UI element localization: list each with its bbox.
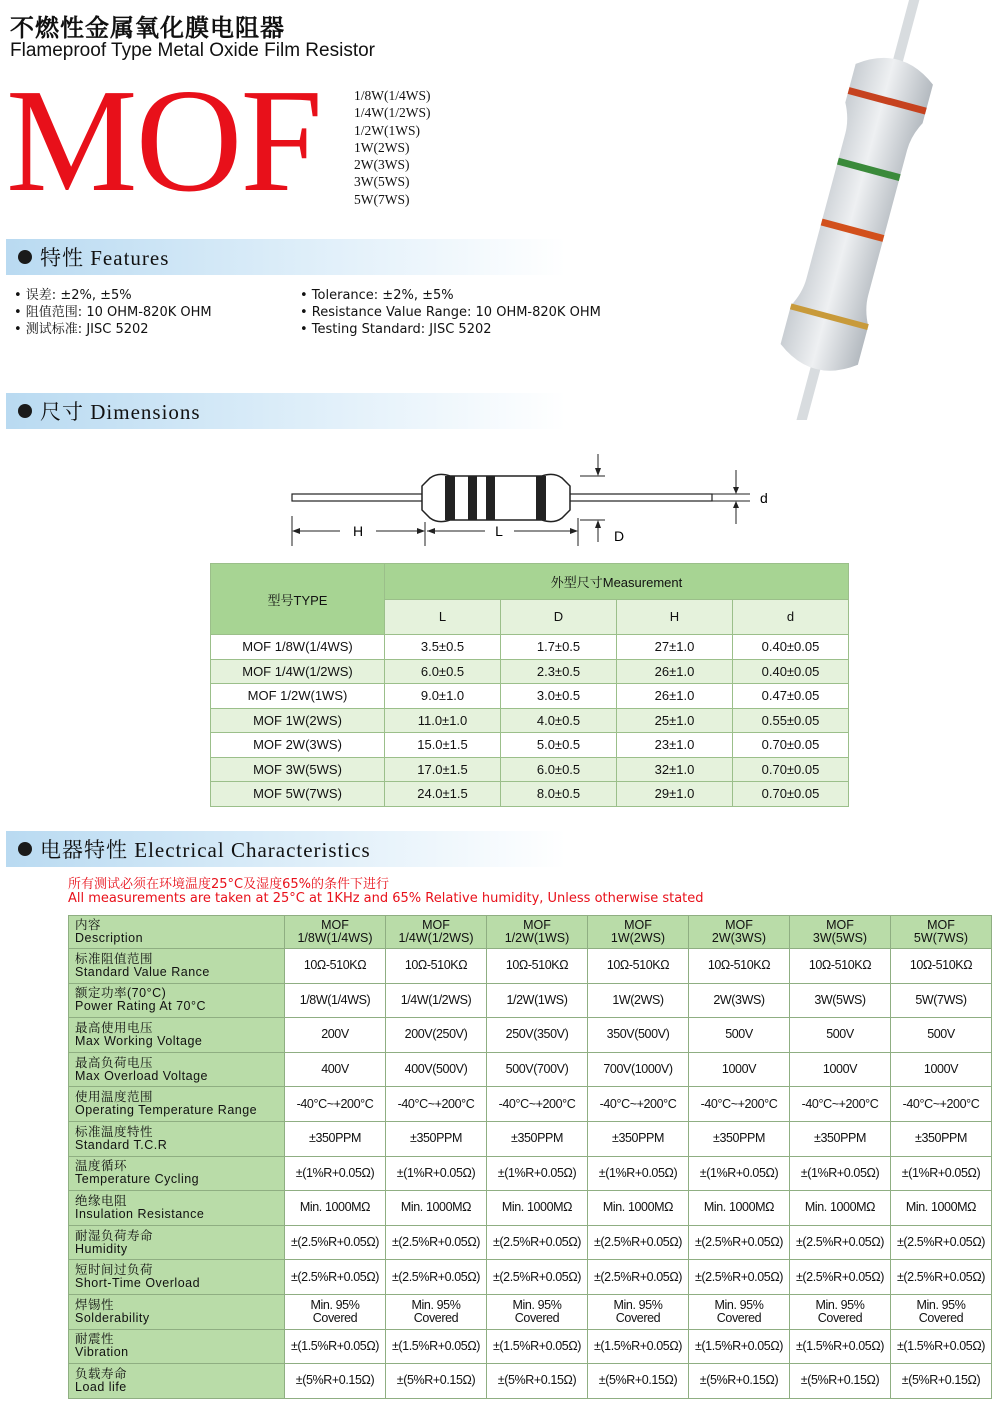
table-cell: ±(2.5%R+0.05Ω) bbox=[588, 1225, 689, 1260]
table-cell: ±(2.5%R+0.05Ω) bbox=[891, 1225, 992, 1260]
model-item: 3W(5WS) bbox=[354, 174, 410, 190]
dim-label-l: L bbox=[495, 523, 503, 539]
description-en: Short-Time Overload bbox=[75, 1276, 201, 1291]
table-cell: ±350PPM bbox=[386, 1121, 487, 1156]
table-cell: 400V bbox=[285, 1052, 386, 1087]
table-cell: ±(2.5%R+0.05Ω) bbox=[790, 1225, 891, 1260]
table-cell: 23±1.0 bbox=[617, 733, 733, 758]
description-cn: 耐震性 bbox=[75, 1332, 115, 1347]
table-cell: ±(1%R+0.05Ω) bbox=[689, 1156, 790, 1191]
table-cell: ±(2.5%R+0.05Ω) bbox=[487, 1225, 588, 1260]
table-cell: 15.0±1.5 bbox=[385, 733, 501, 758]
table-cell: 6.0±0.5 bbox=[501, 757, 617, 782]
description-cn: 标准阻值范围 bbox=[75, 951, 154, 966]
table-cell: 5.0±0.5 bbox=[501, 733, 617, 758]
header-line: MOF bbox=[422, 918, 450, 932]
table-row bbox=[211, 733, 849, 758]
table-cell: ±(5%R+0.15Ω) bbox=[487, 1364, 588, 1399]
table-cell: ±(5%R+0.15Ω) bbox=[386, 1364, 487, 1399]
table-row bbox=[69, 1121, 992, 1156]
table-cell: -40°C~+200°C bbox=[386, 1087, 487, 1122]
table-header-row bbox=[69, 916, 992, 949]
cell-line: Covered bbox=[716, 1310, 762, 1325]
row-description bbox=[69, 1225, 285, 1260]
table-cell: 350V(500V) bbox=[588, 1018, 689, 1053]
table-cell: 700V(1000V) bbox=[588, 1052, 689, 1087]
table-cell: ±(2.5%R+0.05Ω) bbox=[790, 1260, 891, 1295]
table-cell: Min. 1000MΩ bbox=[689, 1191, 790, 1226]
header-line: Description bbox=[75, 931, 144, 945]
table-cell: 10Ω-510KΩ bbox=[487, 949, 588, 984]
row-description bbox=[69, 1260, 285, 1295]
table-cell: ±(1%R+0.05Ω) bbox=[386, 1156, 487, 1191]
header-line: 1/8W(1/4WS) bbox=[297, 931, 373, 945]
table-cell: ±350PPM bbox=[891, 1121, 992, 1156]
table-cell: ±(2.5%R+0.05Ω) bbox=[588, 1260, 689, 1295]
model-column-header bbox=[790, 916, 891, 949]
table-cell: -40°C~+200°C bbox=[891, 1087, 992, 1122]
table-cell: 0.70±0.05 bbox=[733, 757, 849, 782]
cell-line: Covered bbox=[312, 1310, 358, 1325]
features-section-bar bbox=[6, 239, 566, 275]
cell-line: Covered bbox=[615, 1310, 661, 1325]
header-line: 2W(3WS) bbox=[711, 931, 767, 945]
table-cell: ±350PPM bbox=[487, 1121, 588, 1156]
description-en: Operating Temperature Range bbox=[75, 1103, 258, 1118]
cell-line: Covered bbox=[918, 1310, 964, 1325]
table-cell: 500V bbox=[790, 1018, 891, 1053]
table-cell: Min. 1000MΩ bbox=[588, 1191, 689, 1226]
description-en: Max Overload Voltage bbox=[75, 1068, 208, 1083]
note-english: All measurements are taken at 25°C at 1KHz and 65% Relative humidity, Unless otherwise stated bbox=[68, 891, 704, 906]
header-line: MOF bbox=[624, 918, 652, 932]
feature-item: • 测试标准: JISC 5202 bbox=[14, 322, 149, 337]
description-cn: 最高负荷电压 bbox=[75, 1055, 154, 1070]
model-column-header bbox=[386, 916, 487, 949]
table-cell: MOF 1/4W(1/2WS) bbox=[211, 659, 385, 684]
model-column-header bbox=[285, 916, 386, 949]
description-en: Max Working Voltage bbox=[75, 1033, 203, 1048]
table-cell: 200V bbox=[285, 1018, 386, 1053]
table-cell: ±(2.5%R+0.05Ω) bbox=[891, 1260, 992, 1295]
table-cell: 26±1.0 bbox=[617, 684, 733, 709]
electrical-heading: 电器特性 Electrical Characteristics bbox=[40, 838, 371, 862]
row-description bbox=[69, 949, 285, 984]
model-item: 2W(3WS) bbox=[354, 157, 410, 173]
table-cell: 10Ω-510KΩ bbox=[790, 949, 891, 984]
table-cell: ±(1.5%R+0.05Ω) bbox=[386, 1329, 487, 1364]
features-heading: 特性 Features bbox=[40, 246, 170, 270]
title-chinese: 不燃性金属氧化膜电阻器 bbox=[10, 14, 285, 42]
row-description bbox=[69, 1364, 285, 1399]
table-row bbox=[211, 757, 849, 782]
description-en: Load life bbox=[75, 1379, 127, 1394]
cell-line: Min. 95% bbox=[411, 1297, 461, 1312]
table-cell: ±(2.5%R+0.05Ω) bbox=[386, 1260, 487, 1295]
table-cell: MOF 5W(7WS) bbox=[211, 782, 385, 807]
title-english: Flameproof Type Metal Oxide Film Resistor bbox=[10, 40, 375, 61]
model-item: 1/8W(1/4WS) bbox=[354, 88, 431, 103]
description-cn: 耐湿负荷寿命 bbox=[75, 1228, 154, 1243]
description-header bbox=[69, 916, 285, 949]
table-cell: 11.0±1.0 bbox=[385, 708, 501, 733]
table-cell bbox=[891, 1294, 992, 1329]
table-row bbox=[211, 782, 849, 807]
table-cell: ±(1%R+0.05Ω) bbox=[285, 1156, 386, 1191]
table-cell: 400V(500V) bbox=[386, 1052, 487, 1087]
dimension-table bbox=[210, 563, 849, 807]
table-cell: -40°C~+200°C bbox=[588, 1087, 689, 1122]
note-chinese: 所有测试必须在环境温度25°C及湿度65%的条件下进行 bbox=[68, 877, 390, 892]
description-cn: 使用温度范围 bbox=[75, 1090, 154, 1105]
table-cell: ±(1%R+0.05Ω) bbox=[790, 1156, 891, 1191]
column-header: D bbox=[501, 599, 617, 635]
model-column-header bbox=[487, 916, 588, 949]
table-cell bbox=[689, 1294, 790, 1329]
cell-line: Covered bbox=[413, 1310, 459, 1325]
description-cn: 短时间过负荷 bbox=[75, 1263, 154, 1278]
row-description bbox=[69, 1018, 285, 1053]
table-cell: 10Ω-510KΩ bbox=[891, 949, 992, 984]
dimension-drawing bbox=[280, 446, 800, 556]
row-description bbox=[69, 1052, 285, 1087]
table-row bbox=[69, 1260, 992, 1295]
table-cell: MOF 2W(3WS) bbox=[211, 733, 385, 758]
measurement-header: 外型尺寸Measurement bbox=[385, 564, 849, 600]
table-cell: 500V bbox=[891, 1018, 992, 1053]
features-list-en bbox=[300, 287, 601, 338]
table-cell: Min. 1000MΩ bbox=[285, 1191, 386, 1226]
table-row bbox=[69, 1191, 992, 1226]
cell-line: Min. 95% bbox=[310, 1297, 360, 1312]
features-list-cn bbox=[14, 287, 212, 338]
bullet-dot-icon bbox=[18, 250, 32, 264]
description-cn: 负载寿命 bbox=[75, 1366, 128, 1381]
table-cell bbox=[487, 1294, 588, 1329]
table-cell: ±(2.5%R+0.05Ω) bbox=[689, 1225, 790, 1260]
type-header: 型号TYPE bbox=[211, 564, 385, 635]
model-item: 1/2W(1WS) bbox=[354, 122, 420, 138]
model-item: 1W(2WS) bbox=[354, 139, 410, 155]
table-cell: 24.0±1.5 bbox=[385, 782, 501, 807]
feature-item: • Resistance Value Range: 10 OHM-820K OHM bbox=[300, 305, 601, 320]
table-cell: Min. 1000MΩ bbox=[386, 1191, 487, 1226]
table-cell: 0.40±0.05 bbox=[733, 635, 849, 660]
table-row bbox=[69, 1294, 992, 1329]
table-cell: Min. 1000MΩ bbox=[487, 1191, 588, 1226]
dimensions-section-bar bbox=[6, 393, 566, 429]
model-column-header bbox=[891, 916, 992, 949]
table-cell: 5W(7WS) bbox=[891, 983, 992, 1018]
table-cell: 0.47±0.05 bbox=[733, 684, 849, 709]
description-en: Insulation Resistance bbox=[75, 1206, 205, 1221]
table-cell: 10Ω-510KΩ bbox=[386, 949, 487, 984]
dimensions-heading: 尺寸 Dimensions bbox=[40, 400, 201, 424]
table-row bbox=[211, 684, 849, 709]
table-cell: ±(1%R+0.05Ω) bbox=[588, 1156, 689, 1191]
dim-label-h: H bbox=[352, 523, 364, 539]
table-cell bbox=[386, 1294, 487, 1329]
cell-line: Covered bbox=[514, 1310, 560, 1325]
table-cell: 10Ω-510KΩ bbox=[285, 949, 386, 984]
table-cell: ±(2.5%R+0.05Ω) bbox=[386, 1225, 487, 1260]
table-row bbox=[69, 949, 992, 984]
table-cell bbox=[285, 1294, 386, 1329]
header-line: MOF bbox=[826, 918, 854, 932]
table-cell: ±(2.5%R+0.05Ω) bbox=[689, 1260, 790, 1295]
table-cell: 1/2W(1WS) bbox=[487, 983, 588, 1018]
table-cell: MOF 3W(5WS) bbox=[211, 757, 385, 782]
feature-item: • Tolerance: ±2%, ±5% bbox=[300, 288, 454, 303]
electrical-table bbox=[68, 915, 992, 1399]
table-cell: ±350PPM bbox=[285, 1121, 386, 1156]
header-line: MOF bbox=[927, 918, 955, 932]
table-cell: 10Ω-510KΩ bbox=[588, 949, 689, 984]
description-cn: 绝缘电阻 bbox=[75, 1193, 128, 1208]
column-header: H bbox=[617, 599, 733, 635]
description-cn: 温度循环 bbox=[75, 1159, 128, 1174]
table-cell: 200V(250V) bbox=[386, 1018, 487, 1053]
table-cell: 1.7±0.5 bbox=[501, 635, 617, 660]
table-cell: MOF 1W(2WS) bbox=[211, 708, 385, 733]
table-cell: 250V(350V) bbox=[487, 1018, 588, 1053]
table-row bbox=[69, 1156, 992, 1191]
table-cell: ±350PPM bbox=[790, 1121, 891, 1156]
table-cell: Min. 1000MΩ bbox=[790, 1191, 891, 1226]
table-cell: ±(1%R+0.05Ω) bbox=[487, 1156, 588, 1191]
table-cell: ±(5%R+0.15Ω) bbox=[790, 1364, 891, 1399]
table-cell: 9.0±1.0 bbox=[385, 684, 501, 709]
table-cell: 10Ω-510KΩ bbox=[689, 949, 790, 984]
table-cell: 0.70±0.05 bbox=[733, 733, 849, 758]
table-cell: 0.70±0.05 bbox=[733, 782, 849, 807]
model-column-header bbox=[588, 916, 689, 949]
row-description bbox=[69, 1087, 285, 1122]
table-row bbox=[69, 1364, 992, 1399]
cell-line: Min. 95% bbox=[512, 1297, 562, 1312]
model-item: 5W(7WS) bbox=[354, 191, 410, 207]
table-cell: -40°C~+200°C bbox=[689, 1087, 790, 1122]
table-cell: 1000V bbox=[790, 1052, 891, 1087]
table-row bbox=[69, 1018, 992, 1053]
table-cell: 1/4W(1/2WS) bbox=[386, 983, 487, 1018]
table-row bbox=[211, 635, 849, 660]
description-en: Humidity bbox=[75, 1241, 128, 1256]
table-cell: 3.5±0.5 bbox=[385, 635, 501, 660]
description-en: Temperature Cycling bbox=[75, 1172, 200, 1187]
bullet-dot-icon bbox=[18, 842, 32, 856]
model-column-header bbox=[689, 916, 790, 949]
table-cell: -40°C~+200°C bbox=[487, 1087, 588, 1122]
table-cell: 1000V bbox=[891, 1052, 992, 1087]
table-cell: MOF 1/8W(1/4WS) bbox=[211, 635, 385, 660]
brand-logo-mof: MOF bbox=[6, 59, 321, 223]
table-cell: ±(1%R+0.05Ω) bbox=[891, 1156, 992, 1191]
table-cell: 32±1.0 bbox=[617, 757, 733, 782]
dim-label-d-lead: d bbox=[760, 490, 768, 506]
table-cell: MOF 1/2W(1WS) bbox=[211, 684, 385, 709]
header-line: 1/2W(1WS) bbox=[504, 931, 570, 945]
bullet-dot-icon bbox=[18, 404, 32, 418]
description-cn: 标准温度特性 bbox=[75, 1124, 154, 1139]
table-cell: ±(2.5%R+0.05Ω) bbox=[285, 1260, 386, 1295]
cell-line: Min. 95% bbox=[613, 1297, 663, 1312]
table-cell: ±(1.5%R+0.05Ω) bbox=[588, 1329, 689, 1364]
table-cell: 4.0±0.5 bbox=[501, 708, 617, 733]
table-cell: 6.0±0.5 bbox=[385, 659, 501, 684]
cell-line: Covered bbox=[817, 1310, 863, 1325]
resistor-photo bbox=[700, 0, 1000, 420]
cell-line: Min. 95% bbox=[815, 1297, 865, 1312]
table-cell: ±(1.5%R+0.05Ω) bbox=[285, 1329, 386, 1364]
table-cell: 3W(5WS) bbox=[790, 983, 891, 1018]
table-cell: 0.40±0.05 bbox=[733, 659, 849, 684]
table-cell: 1W(2WS) bbox=[588, 983, 689, 1018]
model-list bbox=[354, 87, 431, 208]
header-line: 1W(2WS) bbox=[610, 931, 666, 945]
description-en: Standard Value Rance bbox=[75, 964, 210, 979]
table-cell: 27±1.0 bbox=[617, 635, 733, 660]
table-cell: 1000V bbox=[689, 1052, 790, 1087]
table-row bbox=[69, 1329, 992, 1364]
table-cell: ±(1.5%R+0.05Ω) bbox=[790, 1329, 891, 1364]
table-cell: 500V(700V) bbox=[487, 1052, 588, 1087]
table-cell: ±(5%R+0.15Ω) bbox=[689, 1364, 790, 1399]
feature-item: • Testing Standard: JISC 5202 bbox=[300, 322, 492, 337]
table-row bbox=[211, 659, 849, 684]
column-header: L bbox=[385, 599, 501, 635]
electrical-section-bar bbox=[6, 831, 566, 867]
description-cn: 焊锡性 bbox=[75, 1297, 115, 1312]
column-header: d bbox=[733, 599, 849, 635]
table-row bbox=[69, 1052, 992, 1087]
table-cell: 26±1.0 bbox=[617, 659, 733, 684]
description-cn: 最高使用电压 bbox=[75, 1020, 154, 1035]
description-en: Power Rating At 70°C bbox=[75, 999, 207, 1014]
table-row bbox=[69, 1225, 992, 1260]
table-cell bbox=[588, 1294, 689, 1329]
cell-line: Min. 95% bbox=[714, 1297, 764, 1312]
feature-item: • 阻值范围: 10 OHM-820K OHM bbox=[14, 305, 212, 320]
table-cell: ±(1.5%R+0.05Ω) bbox=[891, 1329, 992, 1364]
table-cell: ±(5%R+0.15Ω) bbox=[588, 1364, 689, 1399]
table-cell: 17.0±1.5 bbox=[385, 757, 501, 782]
table-cell: 1/8W(1/4WS) bbox=[285, 983, 386, 1018]
table-cell: ±(1.5%R+0.05Ω) bbox=[689, 1329, 790, 1364]
header-line: MOF bbox=[725, 918, 753, 932]
description-en: Solderability bbox=[75, 1310, 150, 1325]
row-description bbox=[69, 1121, 285, 1156]
table-cell: 2.3±0.5 bbox=[501, 659, 617, 684]
header-line: MOF bbox=[523, 918, 551, 932]
row-description bbox=[69, 1191, 285, 1226]
header-line: 3W(5WS) bbox=[812, 931, 868, 945]
table-cell: ±(5%R+0.15Ω) bbox=[285, 1364, 386, 1399]
table-cell: ±350PPM bbox=[588, 1121, 689, 1156]
table-cell: 25±1.0 bbox=[617, 708, 733, 733]
table-row bbox=[69, 983, 992, 1018]
header-line: 1/4W(1/2WS) bbox=[398, 931, 474, 945]
row-description bbox=[69, 1294, 285, 1329]
table-cell: -40°C~+200°C bbox=[285, 1087, 386, 1122]
row-description bbox=[69, 1156, 285, 1191]
table-row bbox=[211, 708, 849, 733]
description-en: Vibration bbox=[75, 1345, 129, 1360]
table-cell: Min. 1000MΩ bbox=[891, 1191, 992, 1226]
header-line: MOF bbox=[321, 918, 349, 932]
dim-label-d-body: D bbox=[614, 528, 625, 544]
table-cell bbox=[790, 1294, 891, 1329]
cell-line: Min. 95% bbox=[916, 1297, 966, 1312]
feature-item: • 误差: ±2%, ±5% bbox=[14, 288, 132, 303]
row-description bbox=[69, 1329, 285, 1364]
table-cell: 3.0±0.5 bbox=[501, 684, 617, 709]
description-en: Standard T.C.R bbox=[75, 1137, 168, 1152]
table-cell: 0.55±0.05 bbox=[733, 708, 849, 733]
table-cell: ±(1.5%R+0.05Ω) bbox=[487, 1329, 588, 1364]
description-cn: 额定功率(70°C) bbox=[75, 986, 167, 1001]
table-cell: ±(2.5%R+0.05Ω) bbox=[285, 1225, 386, 1260]
model-item: 1/4W(1/2WS) bbox=[354, 105, 431, 121]
table-cell: ±350PPM bbox=[689, 1121, 790, 1156]
table-cell: 29±1.0 bbox=[617, 782, 733, 807]
table-cell: -40°C~+200°C bbox=[790, 1087, 891, 1122]
table-cell: 500V bbox=[689, 1018, 790, 1053]
table-cell: ±(2.5%R+0.05Ω) bbox=[487, 1260, 588, 1295]
row-description bbox=[69, 983, 285, 1018]
table-cell: ±(5%R+0.15Ω) bbox=[891, 1364, 992, 1399]
table-row bbox=[69, 1087, 992, 1122]
header-line: 内容 bbox=[75, 918, 102, 932]
header-line: 5W(7WS) bbox=[913, 931, 969, 945]
table-cell: 8.0±0.5 bbox=[501, 782, 617, 807]
table-cell: 2W(3WS) bbox=[689, 983, 790, 1018]
